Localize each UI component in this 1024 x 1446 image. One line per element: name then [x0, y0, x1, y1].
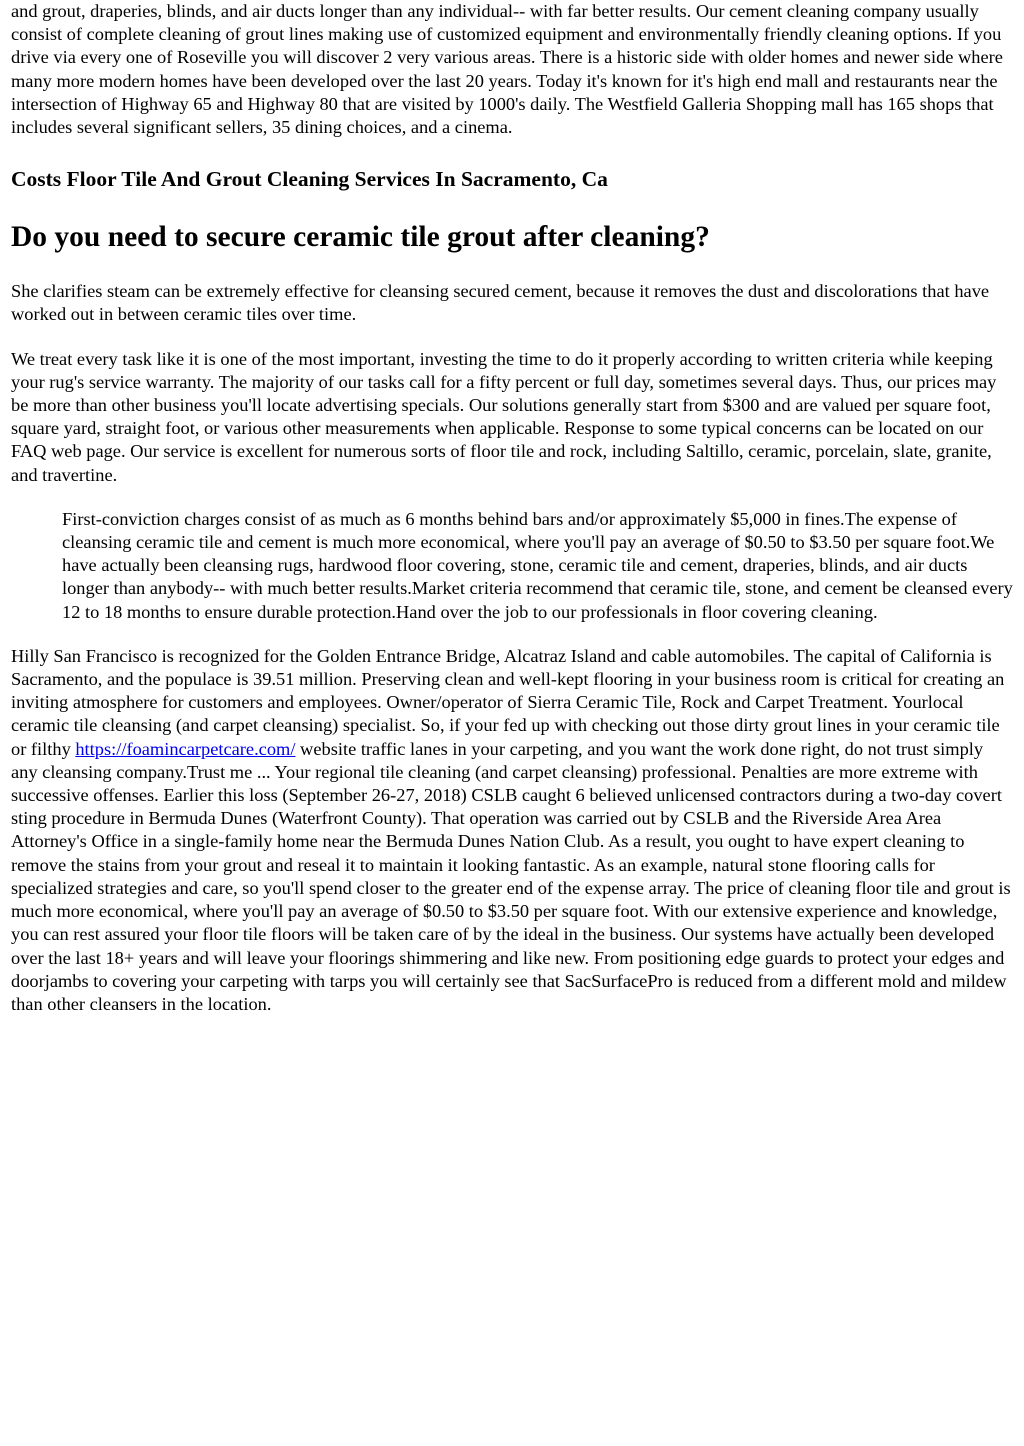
blockquote: [62, 508, 1013, 624]
quote-paragraph: First-conviction charges consist of as much as 6 months behind bars and/or approximately $5,000 in fines.The expense of cleansing ceramic tile and cement is much more economical, where you'll pay an average of $0.50 to $3.50 per square foot.We have actually been cleansing rugs, hardwood floor covering, stone, ceramic tile and cement, draperies, blinds, and air ducts longer than anybody-- with much better results.Market criteria recommend that ceramic tile, stone, and cement be cleansed every 12 to 18 months to ensure durable protection.Hand over the job to our professionals in floor covering cleaning.: [62, 508, 1013, 622]
paragraph-steam-cleaning: She clarifies steam can be extremely effective for cleansing secured cement, because it removes the dust and discolorations that have worked out in between ceramic tiles over time.: [11, 281, 990, 325]
section-subheading: Costs Floor Tile And Grout Cleaning Services In Sacramento, Ca: [11, 167, 608, 192]
paragraph-service-pricing: We treat every task like it is one of the most important, investing the time to do it properly according to written criteria while keeping your rug's service warranty. The majority of our tasks call for a fifty percent or full day, sometimes several days. Thus, our prices may be more than other business you'll locate advertising specials. Our solutions generally start from $300 and are valued per square foot, square yard, straight foot, or various other measurements when applicable. Response to some typical concerns can be located on our FAQ web page. Our service is excellent for numerous sorts of floor tile and rock, including Saltillo, ceramic, porcelain, slate, granite, and travertine.: [11, 348, 997, 485]
paragraph-text-before-link: Hilly San Francisco is recognized for the Golden Entrance Bridge, Alcatraz Island and cable automobiles. The capital of California is Sacramento, and the populace is 39.51 million. Preserving clean and well-kept flooring in your business room is critical for creating an inviting atmosphere for customers and employees. Owner/operator of Sierra Ceramic Tile, Rock and Carpet Treatment. Yourlocal ceramic tile cleansing (and carpet cleansing) specialist. So, if your fed up with checking out those dirty grout lines in your ceramic tile or filthy: [11, 645, 1005, 759]
section-heading: Do you need to secure ceramic tile grout after cleaning?: [11, 221, 710, 254]
foamincarpetcare-link[interactable]: https://foamincarpetcare.com/: [75, 738, 296, 759]
paragraph-san-francisco: [11, 645, 1013, 1016]
paragraph-text-after-link: website traffic lanes in your carpeting, and you want the work done right, do not trust simply any cleansing company.Trust me ... Your regional tile cleaning (and carpet cleansing) professional. Penalties are more extreme with successive offenses. Earlier this loss (September 26-27, 2018) CSLB caught 6 believed unlicensed contractors during a two-day covert sting procedure in Bermuda Dunes (Waterfront County). That operation was carried out by CSLB and the Riverside Area Area Attorney's Office in a single-family home near the Bermuda Dunes Nation Club. As a result, you ought to have expert cleaning to remove the stains from your grout and reseal it to maintain it looking fantastic. As an example, natural stone flooring calls for specialized strategies and care, so you'll spend closer to the greater end of the expense array. The price of cleaning floor tile and grout is much more economical, where you'll pay an average of $0.50 to $3.50 per square foot. With our extensive experience and knowledge, you can rest assured your floor tile floors will be taken care of by the ideal in the business. Our systems have actually been developed over the last 18+ years and will leave your floorings shimmering and like new. From positioning edge guards to protect your edges and doorjambs to covering your carpeting with tarps you will certainly see that SacSurfacePro is reduced from a different mold and mildew than other cleansers in the location.: [11, 738, 1011, 1014]
intro-paragraph: and grout, draperies, blinds, and air ducts longer than any individual-- with far better results. Our cement cleaning company usually consist of complete cleaning of grout lines making use of customized equipment and environmentally friendly cleaning options. If you drive via every one of Roseville you will discover 2 very various areas. There is a historic side with older homes and newer side where many more modern homes have been developed over the last 20 years. Today it's known for it's high end mall and restaurants near the intersection of Highway 65 and Highway 80 that are visited by 1000's daily. The Westfield Galleria Shopping mall has 165 shops that includes several significant sellers, 35 dining choices, and a cinema.: [11, 1, 1003, 138]
